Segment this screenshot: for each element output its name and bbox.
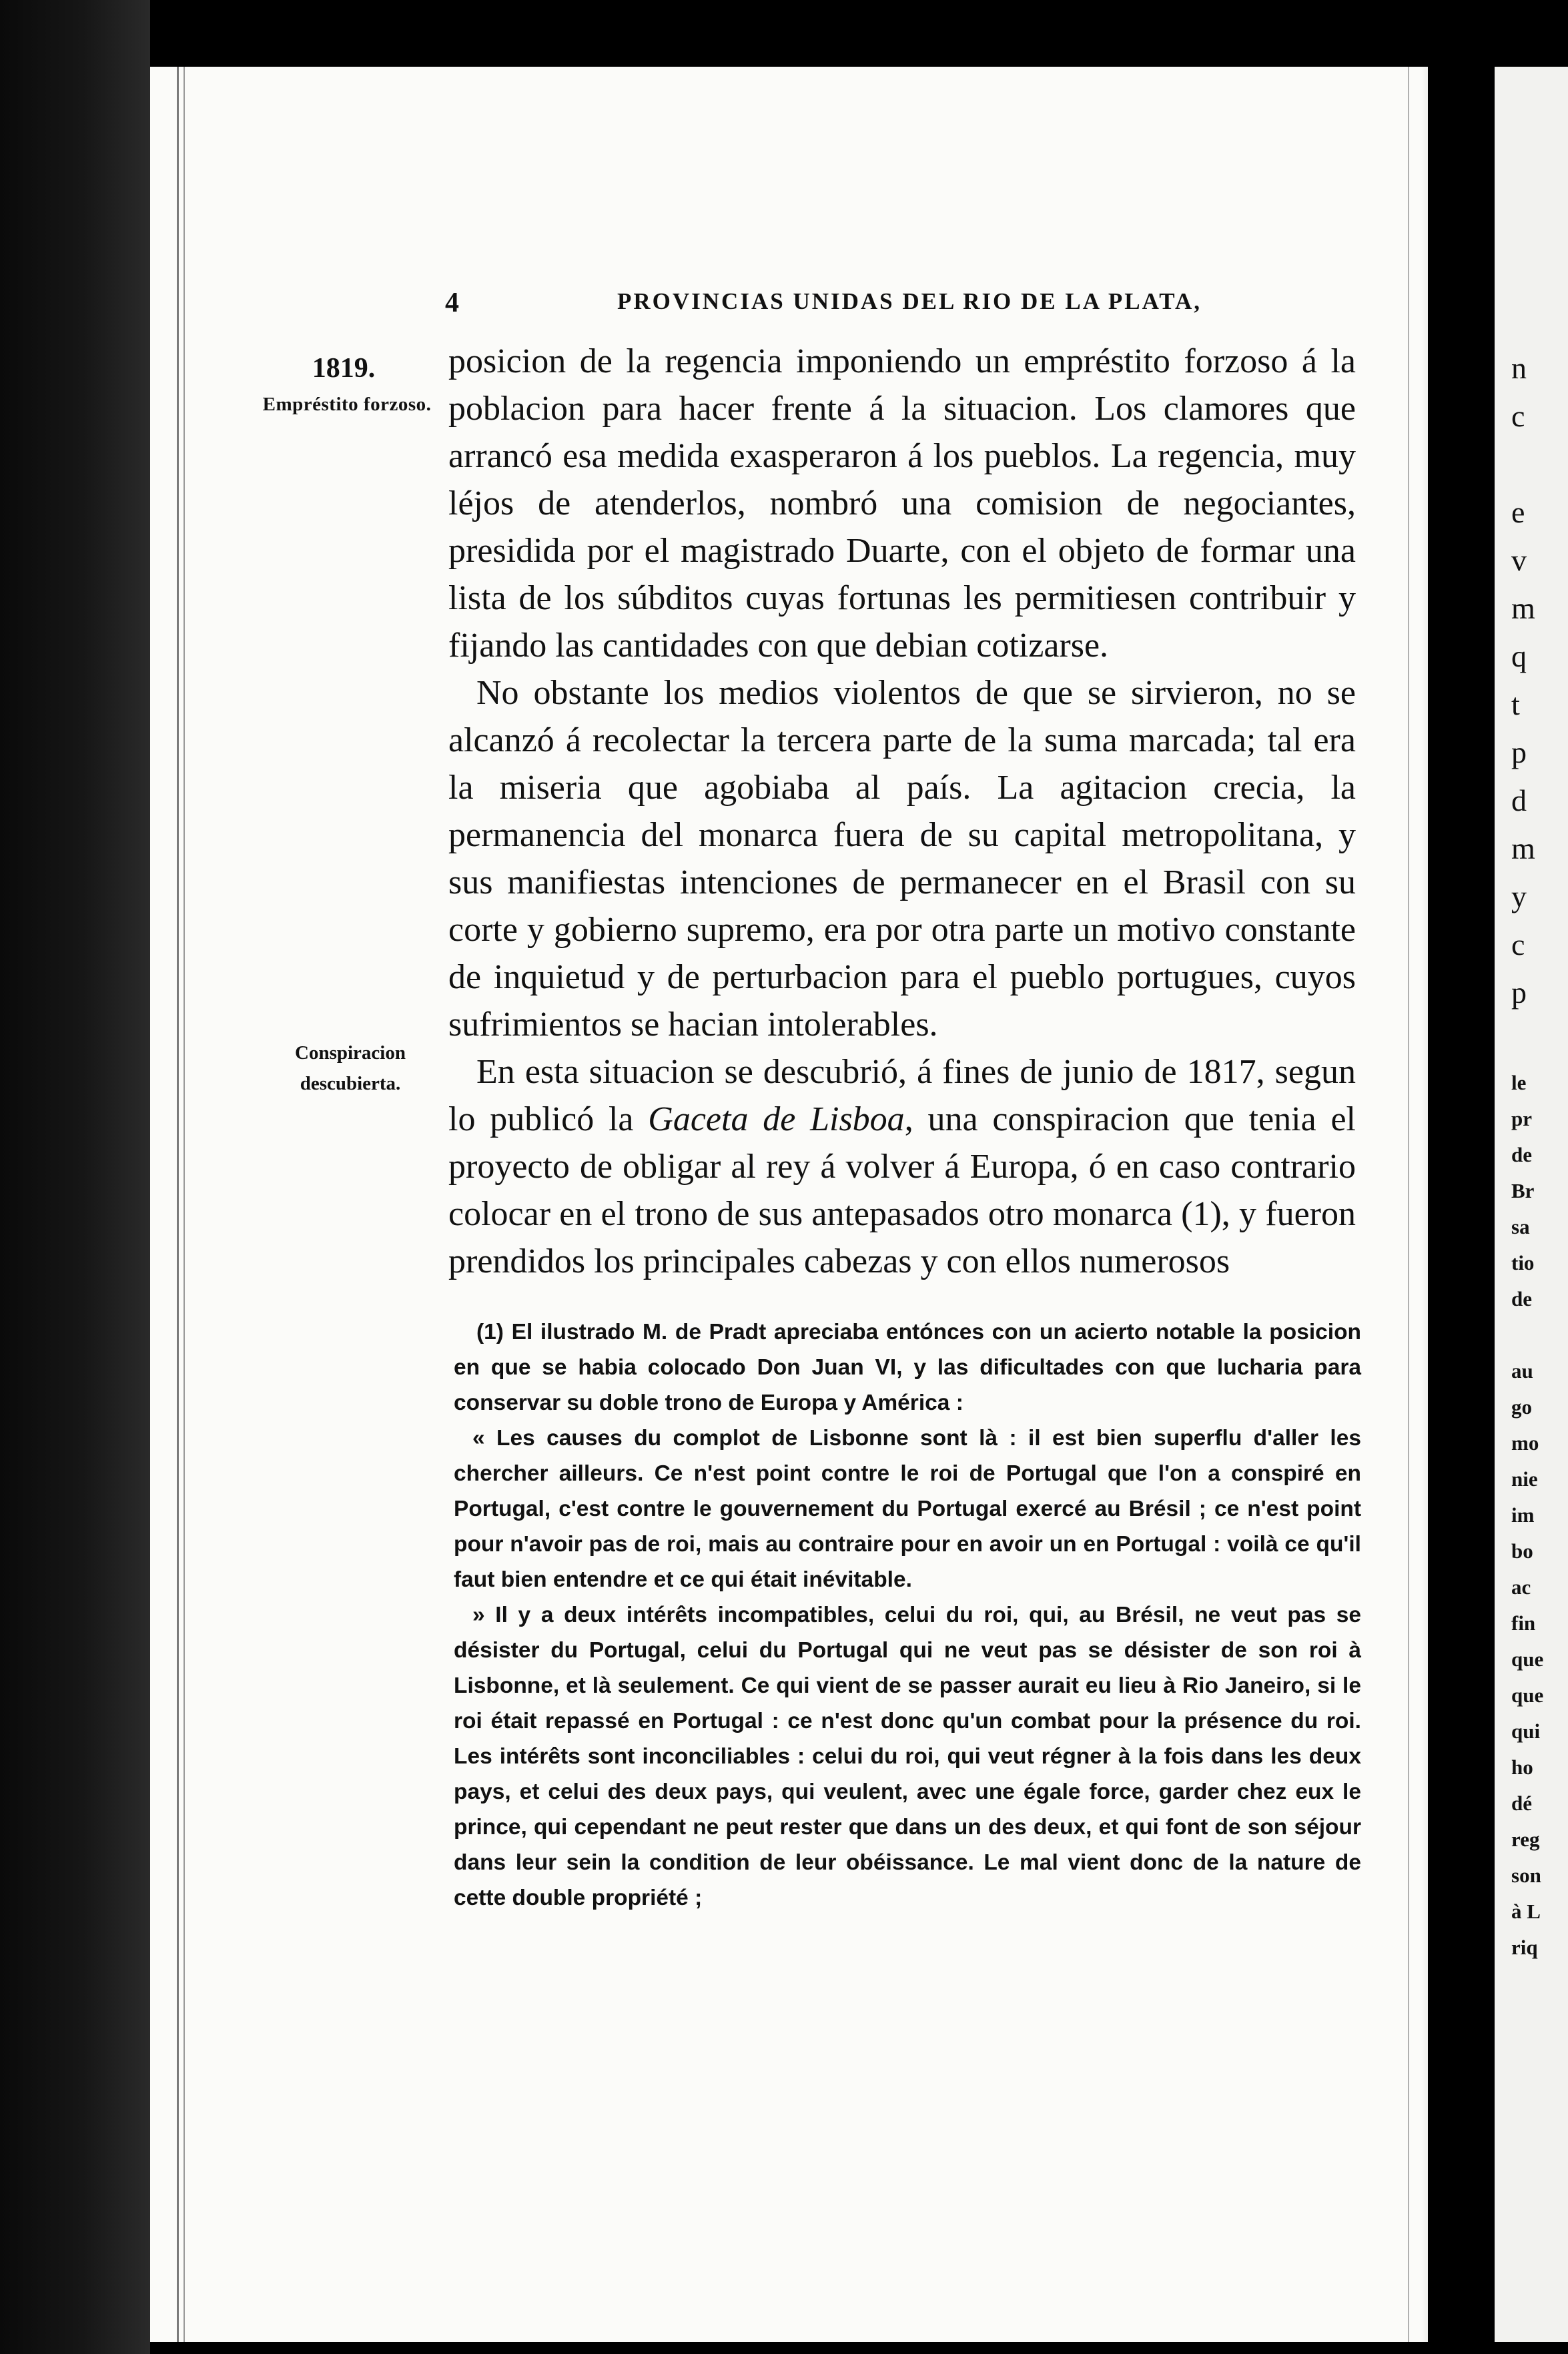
footnote-intro	[454, 1314, 1361, 1421]
adjacent-page-line: p	[1511, 735, 1527, 769]
page-edge-rule	[1408, 67, 1409, 2342]
adjacent-page-footnote-line: son	[1511, 1864, 1541, 1887]
adjacent-page-footnote-line: ho	[1511, 1755, 1533, 1779]
page-edge-rule	[177, 67, 179, 2342]
text-run: , y fueron prendidos los principales cabezas y con ellos numerosos	[448, 1195, 1356, 1280]
adjacent-page-footnote-line: de	[1511, 1287, 1532, 1310]
adjacent-page-line: q	[1511, 639, 1527, 673]
adjacent-page-footnote-line: go	[1511, 1395, 1532, 1419]
footnote-marker: (1)	[476, 1320, 504, 1344]
adjacent-page-line: c	[1511, 927, 1525, 961]
paragraph: No obstante los medios violentos de que se sirvieron, no se alcanzó á recolectar la tercera parte de la suma marcada; tal era la miseria que agobiaba al país. La agitacion crecia, la permanencia del monarca fuera de su capital metropolitana, y sus manifiestas intenciones de permanecer en el Brasil con su corte y gobierno supremo, era por otra parte un motivo constante de inquietud y de perturbacion para el pueblo portugues, cuyos sufrimientos se hacian intolerables.	[448, 674, 1356, 1044]
adjacent-page-footnote-line: à L	[1511, 1900, 1541, 1923]
adjacent-page-footnote-line: de	[1511, 1143, 1532, 1166]
adjacent-page-footnote-line: que	[1511, 1683, 1544, 1707]
adjacent-page-footnote-line: le	[1511, 1071, 1527, 1094]
publication-title: Gaceta de Lisboa	[648, 1100, 905, 1138]
footnote	[454, 1314, 1361, 1916]
footnote-quote: » Il y a deux intérêts incompatibles, celui du roi, qui, au Brésil, ne veut pas se désister du Portugal, celui du Portugal qui ne veut pas se désister de son roi à Lisbonne, et là seulement. Ce qui vient de se passer aurait eu lieu à Rio Janeiro, si le roi était repassé en Portugal : ce n'est donc qu'un combat pour la présence du roi. Les intérêts sont inconciliables : celui du roi, qui veut régner à la fois dans les deux pays, et celui des deux pays, qui veulent, avec une égale force, garder chez eux le prince, qui cependant ne peut rester que dans un des deux, et qui font de son séjour dans leur sein la condition de leur obéissance. Le mal vient donc de la nature de cette double propriété ;	[454, 1603, 1361, 1910]
gutter-shadow	[1421, 67, 1501, 2342]
adjacent-page-footnote-line: Br	[1511, 1179, 1535, 1202]
adjacent-page-footnote-line: nie	[1511, 1467, 1538, 1491]
scan-border-left	[0, 0, 150, 2354]
adjacent-page-line: m	[1511, 831, 1535, 865]
adjacent-page-footnote-line: fin	[1511, 1611, 1536, 1635]
adjacent-page	[1495, 67, 1568, 2342]
paragraph	[448, 1048, 1356, 1285]
adjacent-page-footnote-line: reg	[1511, 1828, 1540, 1851]
adjacent-page-footnote-line: im	[1511, 1503, 1535, 1527]
text-run: , una conspiracion que tenia el proyecto de obligar al rey á volver á Europa, ó en caso contrario colocar en el trono de sus antepasados otro monarca	[448, 1100, 1356, 1233]
margin-note-conspiracion	[267, 1038, 434, 1099]
adjacent-page-footnote-line: tio	[1511, 1251, 1535, 1274]
margin-note-line: Conspiracion	[295, 1042, 406, 1064]
paragraph: posicion de la regencia imponiendo un empréstito forzoso á la poblacion para hacer frente á la situacion. Los clamores que arrancó esa medida exasperaron á los pueblos. La regencia, muy léjos de atenderlos, nombró una comision de negociantes, presidida por el magistrado Duarte, con el objeto de formar una lista de los súbditos cuyas fortunas les permitiesen contribuir y fijando las cantidades con que debian cotizarse.	[448, 342, 1356, 665]
adjacent-page-footnote-line: sa	[1511, 1215, 1530, 1238]
main-text	[448, 338, 1356, 1285]
text-run: En esta situacion se descubrió, á fines de junio de 1817, segun lo publicó la	[448, 1053, 1356, 1138]
adjacent-page-line: e	[1511, 495, 1525, 529]
adjacent-page-line: d	[1511, 783, 1527, 817]
adjacent-page-footnote-line: mo	[1511, 1431, 1539, 1455]
adjacent-page-footnote-line: que	[1511, 1647, 1544, 1671]
adjacent-page-footnote-line: dé	[1511, 1792, 1532, 1815]
adjacent-page-line: y	[1511, 879, 1527, 913]
page-header	[437, 287, 1361, 327]
margin-note-line: descubierta.	[300, 1073, 401, 1094]
adjacent-page-line: m	[1511, 591, 1535, 625]
adjacent-page-line: t	[1511, 687, 1520, 721]
adjacent-page-line: c	[1511, 399, 1525, 433]
footnote-quote: « Les causes du complot de Lisbonne sont là : il est bien superflu d'aller les chercher ailleurs. Ce n'est point contre le roi de Portugal que l'on a conspiré en Portugal, c'est contre le gouvernement du Portugal exercé au Brésil ; ce n'est point pour n'avoir pas de roi, mais au contraire pour en avoir un en Portugal : voilà ce qu'il faut bien entendre et ce qui était inévitable.	[454, 1426, 1361, 1592]
text-run: El ilustrado M. de Pradt apreciaba entónces con un acierto notable la posicion en que se habia colocado Don Juan VI, y las dificultades con que lucharia para conservar su doble trono de Europa y América :	[454, 1320, 1361, 1415]
page-edge-rule	[183, 67, 185, 2342]
adjacent-page-footnote-line: riq	[1511, 1936, 1538, 1959]
running-head: PROVINCIAS UNIDAS DEL RIO DE LA PLATA,	[617, 288, 1202, 314]
margin-note-emprestito: Empréstito forzoso.	[262, 394, 432, 415]
adjacent-page-line: n	[1511, 351, 1527, 385]
adjacent-page-line: v	[1511, 543, 1527, 577]
adjacent-page-footnote-line: qui	[1511, 1719, 1541, 1743]
adjacent-page-footnote-line: pr	[1511, 1107, 1532, 1130]
margin-note-year: 1819.	[312, 353, 376, 384]
adjacent-page-line: p	[1511, 975, 1527, 1010]
page-number: 4	[445, 288, 459, 318]
footnote-reference: (1)	[1181, 1195, 1222, 1233]
adjacent-page-footnote-line: ac	[1511, 1575, 1531, 1599]
adjacent-page-footnote-line: au	[1511, 1359, 1533, 1383]
adjacent-page-footnote-line: bo	[1511, 1539, 1533, 1563]
